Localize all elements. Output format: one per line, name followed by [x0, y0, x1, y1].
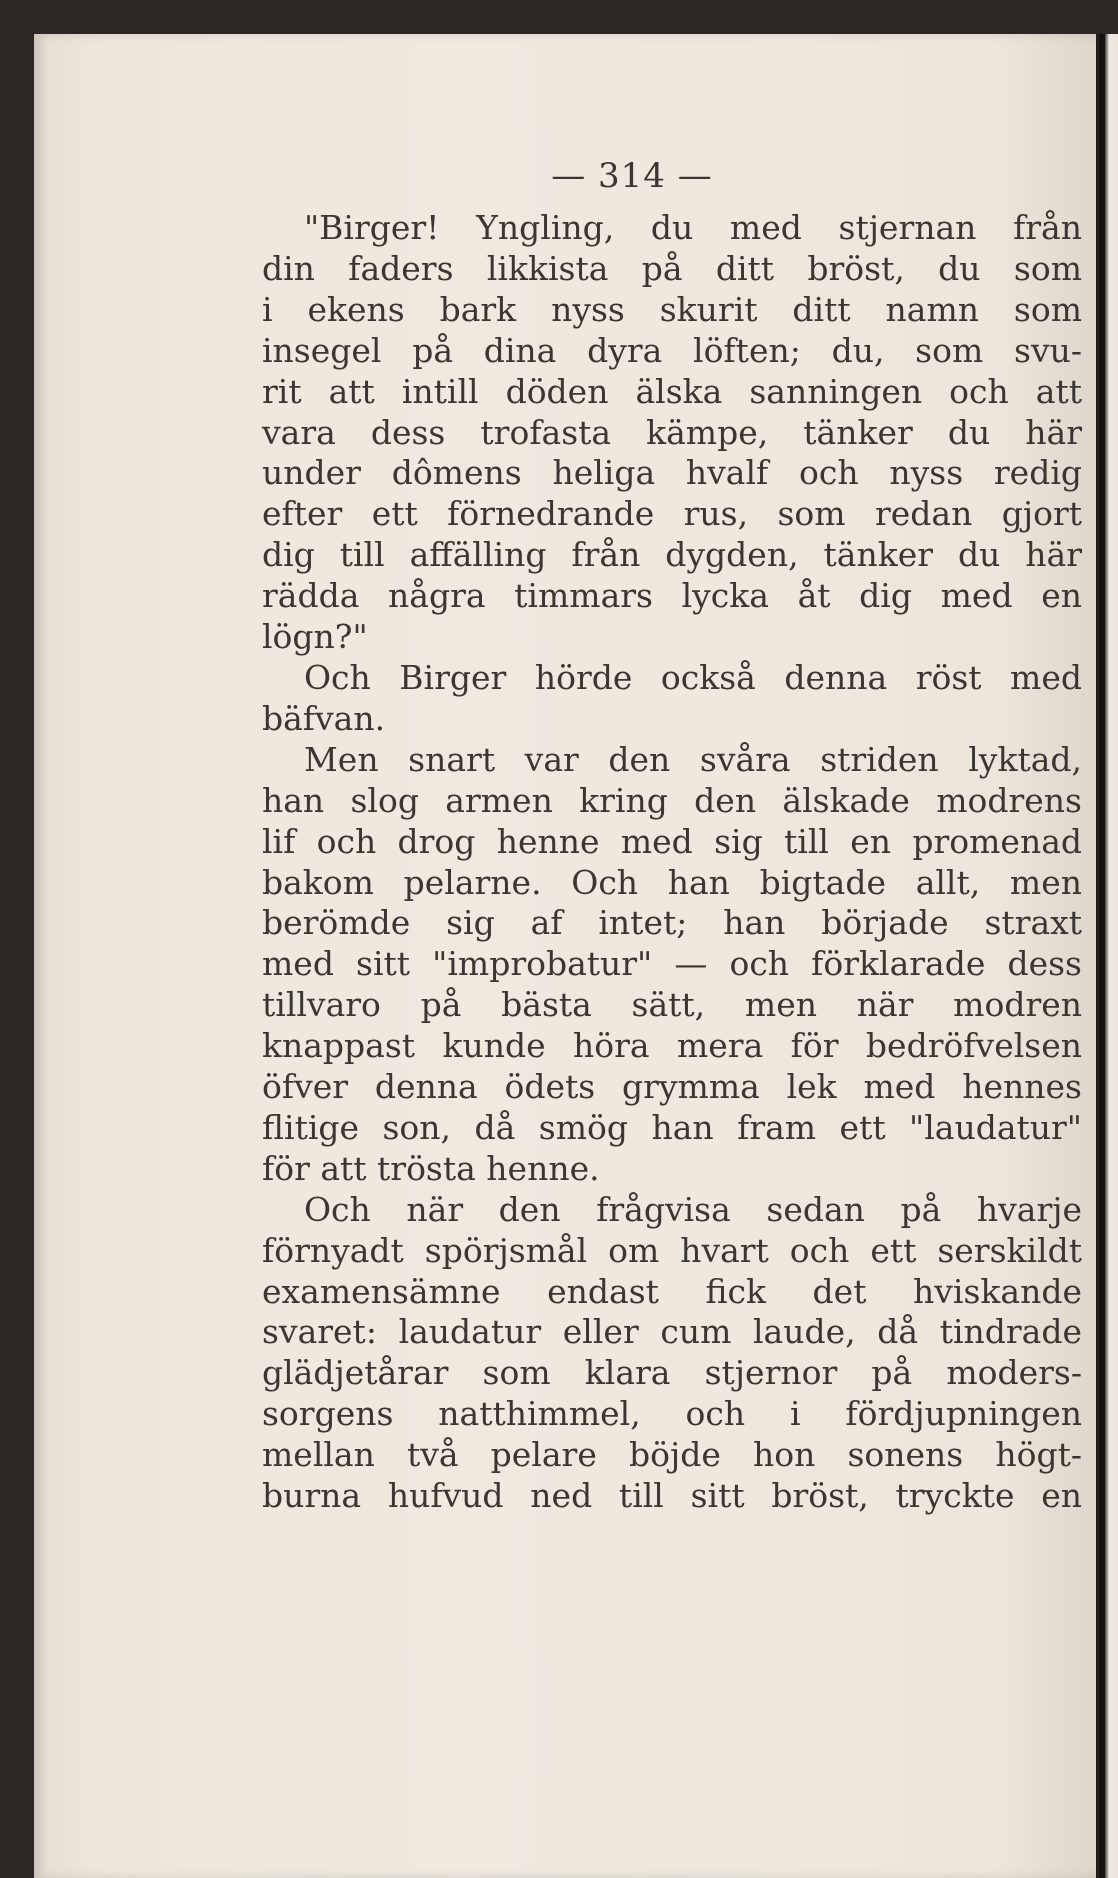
text-line: vara dess trofasta kämpe, tänker du här	[262, 412, 1082, 452]
text-line: glädjetårar som klara stjernor på moders-	[262, 1353, 1082, 1393]
text-line: efter ett förnedrande rus, som redan gjort	[262, 494, 1082, 534]
text-line: svaret: laudatur eller cum laude, då tindrade	[262, 1312, 1082, 1352]
text-line: under dômens heliga hvalf och nyss redig	[262, 453, 1082, 493]
text-line: bäfvan.	[262, 698, 386, 738]
text-line: flitige son, då smög han fram ett "laudatur"	[262, 1107, 1082, 1147]
text-line: rädda några timmars lycka åt dig med en	[262, 576, 1082, 616]
text-line: förnyadt spörjsmål om hvart och ett serskildt	[262, 1230, 1082, 1270]
text-line: Och Birger hörde också denna röst med	[304, 657, 1082, 697]
page-text	[262, 150, 1082, 1517]
text-line: han slog armen kring den älskade modrens	[262, 780, 1082, 820]
text-line: med sitt "improbatur" — och förklarade dess	[262, 944, 1082, 984]
page-gutter-shadow	[1099, 34, 1105, 1878]
text-line: lögn?"	[262, 617, 368, 657]
text-line: Och när den frågvisa sedan på hvarje	[304, 1189, 1082, 1229]
text-line: examensämne endast fick det hviskande	[262, 1271, 1082, 1311]
text-line: dig till affälling från dygden, tänker du här	[262, 535, 1082, 575]
text-line: "Birger! Yngling, du med stjernan från	[304, 208, 1082, 247]
text-line: insegel på dina dyra löften; du, som svu-	[262, 330, 1082, 370]
text-line: i ekens bark nyss skurit ditt namn som	[262, 289, 1082, 329]
text-line: burna hufvud ned till sitt bröst, tryckte en	[262, 1476, 1082, 1516]
text-line: din faders likkista på ditt bröst, du som	[262, 248, 1082, 288]
text-line: sorgens natthimmel, och i fördjupningen	[262, 1394, 1082, 1434]
text-line: öfver denna ödets grymma lek med hennes	[262, 1067, 1082, 1107]
text-line: för att trösta henne.	[262, 1148, 600, 1188]
text-line: Men snart var den svåra striden lyktad,	[304, 739, 1082, 779]
text-line: knappast kunde höra mera för bedröfvelsen	[262, 1026, 1082, 1066]
text-line: mellan två pelare böjde hon sonens högt-	[262, 1435, 1082, 1475]
text-line: bakom pelarne. Och han bigtade allt, men	[262, 862, 1082, 902]
text-line: berömde sig af intet; han började straxt	[262, 903, 1082, 943]
paragraph-lines	[262, 208, 1082, 1517]
text-line: rit att intill döden älska sanningen och att	[262, 371, 1082, 411]
text-line: tillvaro på bästa sätt, men när modren	[262, 985, 1082, 1025]
text-line: lif och drog henne med sig till en promenad	[262, 821, 1082, 861]
page-number: — 314 —	[551, 156, 713, 196]
